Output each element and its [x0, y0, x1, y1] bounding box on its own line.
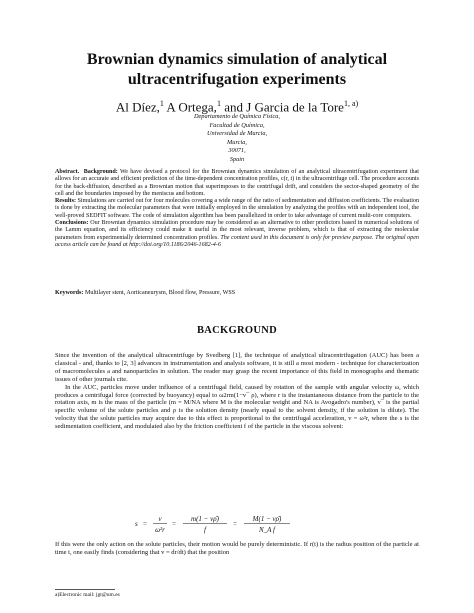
preview-notice: The content used in this document is only for preview purpose. The original open access article can be found at http://doi.org/10.1186/2046-1682-4-6 [55, 234, 419, 248]
svg-text:v: v [158, 515, 162, 523]
author-2-affil-mark: 1 [216, 99, 221, 108]
paragraph-2: In the AUC, particles move under influence of a centrifugal field, caused by rotation of the sample with angular velocity ω, which produces a centrifugal force (corrected by buoyancy) equal to ω2rm(1−v¯ ρ), where r is the instantaneous distance from the particle to the rotation axis, m is the mass of the particle (m = M/NA where M is the molecular weight and NA is Avogadro's number), v¯ is the partial specific volume of the solute particles and ρ is the solution density (nearly equal to the solvent density, if the solution is dilute). The velocity that the solute particles may acquire due to this effect is proportional to the centrifugal acceleration, v = ω²r, where the s is the sedimentation coefficient, and modulated also by the friction coefficient f of the particle in the viscous solvent: [55, 383, 419, 431]
abstract-label: Abstract. [55, 169, 80, 175]
equation-graphic [127, 512, 347, 536]
body-text [55, 352, 419, 431]
author-2: A Ortega, [163, 99, 217, 115]
author-1: Al Díez, [115, 99, 160, 115]
svg-text:N_A f: N_A f [258, 526, 276, 534]
svg-text:=: = [233, 520, 237, 528]
equation-sedimentation [55, 512, 419, 536]
svg-text:=: = [143, 520, 147, 528]
abstract-results [55, 198, 419, 220]
author-list [40, 96, 434, 114]
title-line-1: Brownian dynamics simulation of analytical [86, 51, 388, 68]
paragraph-1: Since the invention of the analytical ultracentrifuge by Svedberg [1], the technique of analytical ultracentrifugation (AUC) has been a classical - and, thanks to [2, 3] advances in instrumentation and analysis software, it is still a most modern - technique for characterization of macromolecules a and nanoparticles in solution. The reader may grasp the recent importance of this field in monographs and thematic issues of other journals cite. [55, 352, 419, 383]
svg-text:M(1 − νρ̄): M(1 − νρ̄) [252, 515, 282, 523]
abstract-conclusions [55, 220, 419, 249]
svg-text:m(1 − νρ̄): m(1 − νρ̄) [191, 515, 219, 523]
affiliation-line: Departamento de Química Física, [193, 113, 281, 120]
svg-text:=: = [172, 520, 176, 528]
author-3: and J Garcia de la Tore [220, 99, 344, 115]
keywords-text: Multilayer stent, Aorticaneurysm, Blood flow, Pressure, WSS [84, 290, 236, 296]
affiliation-line: Spain [229, 155, 245, 163]
svg-text:ω²r: ω²r [155, 526, 165, 534]
affiliation-line: 30071, [228, 147, 246, 155]
title-line-2: ultracentrifugation experiments [127, 71, 347, 88]
affiliation [100, 113, 374, 165]
background-text: We have devised a protocol for the Brownian dynamics simulation of an analytical ultracentrifugation experiment that allows for an accurate and efficient prediction of the time-dependent concentration profiles, c(r, t) in the ultracentrifuge cell. The procedure accounts for the back-diffusion, described as a Brownian motion that superimposes to the centrifugal drift, and considers the sector-shaped geometry of the cell and the boundaries imposed by the meniscus and bottom. [55, 169, 419, 197]
footnote-rule [55, 589, 115, 590]
abstract-background [55, 169, 419, 198]
svg-text:f: f [204, 526, 206, 534]
paragraph-3: If this were the only action on the solute particles, their motion would be purely deterministic. If r(t) is the radius position of the particle at time t, one easily finds (considering that v = dr/dt) that the position [55, 541, 419, 556]
author-3-affil-mark: 1, a) [343, 99, 359, 108]
conclusions-label: Conclusions: [55, 220, 89, 227]
author-1-affil-mark: 1 [159, 99, 164, 108]
keywords [55, 290, 419, 297]
svg-text:s: s [135, 520, 138, 528]
affiliation-line: Universidad de Murcia, [206, 130, 268, 138]
affiliation-line: Murcia, [227, 138, 247, 146]
abstract [55, 169, 419, 249]
background-label: Background: [83, 169, 118, 175]
footnote: a)Electronic mail: jgt@um.es [55, 592, 120, 598]
results-text: Simulations are carried out for four molecules covering a wide range of the ratio of sedimentation and diffusion coefficients. The evaluation is done by extracting the molecular parameters that were initially employed in the simulation by analyzing the profiles with an independent tool, the well-proved SEDFIT software. The code of simulation algorithm has been parallelized in order to take advantage of current multi-core computers. [55, 198, 419, 219]
paper-title [40, 50, 434, 90]
affiliation-line: Facultad de Química, [209, 121, 265, 129]
keywords-label: Keywords: [55, 290, 84, 296]
results-label: Results: [55, 198, 76, 205]
section-heading: BACKGROUND [196, 325, 277, 336]
conclusions-text: Our Brownian dynamics simulation procedure may be considered as an alternative to other predictors based in numerical solutions of the Lamm equation, and its efficiency could make it useful in the most relevant, inverse problem, which is that of extracting the molecular parameters from experimentally determined concentration profiles. [55, 220, 419, 241]
